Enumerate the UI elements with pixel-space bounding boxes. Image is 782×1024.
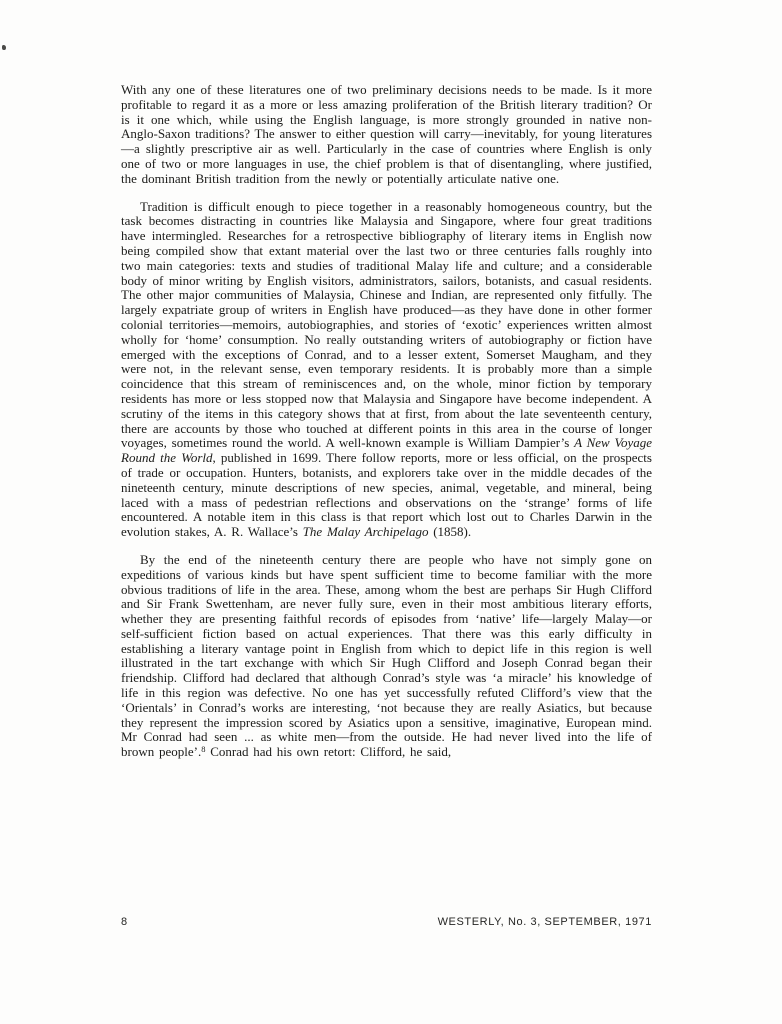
journal-citation: WESTERLY, No. 3, SEPTEMBER, 1971 [437,916,652,928]
page-number: 8 [121,916,128,928]
page-footer [121,916,652,928]
body-paragraph-3: By the end of the nineteenth century there are people who have not simply gone on expeditions of various kinds but have spent sufficient time to become familiar with the more obvious traditions of life in the area. These, among whom the best are perhaps Sir Hugh Clifford and Sir Frank Swettenham, are never fully sure, even in their most ambitious literary efforts, whether they are presenting faithful records of episodes from ‘native’ life—largely Malay—or self-sufficient fiction based on actual experiences. That there was this early difficulty in establishing a literary vantage point in English from which to depict life in this region is well illustrated in the tart exchange with which Sir Hugh Clifford and Joseph Conrad began their friendship. Clifford had declared that although Conrad’s style was ‘a miracle’ his knowledge of life in this region was defective. No one has yet successfully refuted Clifford’s view that the ‘Orientals’ in Conrad’s works are interesting, ‘not because they are really Asiatics, but because they represent the impression scored by Asiatics upon a sensitive, imaginative, European mind. Mr Conrad had seen ... as white men—from the outside. He had never lived into the life of brown people’.$^8$ Conrad had his own retort: Clifford, he said, [121,551,652,760]
text-block [121,83,652,760]
scan-artifact [2,45,6,50]
body-paragraph-2: Tradition is difficult enough to piece together in a reasonably homogeneous country, but the task becomes distracting in countries like Malaysia and Singapore, where four great traditions have intermingled. Researches for a retrospective bibliography of literary items in English now being compiled show that extant material over the last two or three centuries falls roughly into two main categories: texts and studies of traditional Malay life and culture; and a considerable body of minor writing by English visitors, administrators, sailors, botanists, and casual residents. The other major communities of Malaysia, Chinese and Indian, are represented only fitfully. The largely expatriate group of writers in English have produced—as they have done in other former colonial territories—memoirs, autobiographies, and stories of ‘exotic’ experiences written almost wholly for ‘home’ consumption. No really outstanding writers of autobiography or fiction have emerged with the exceptions of Conrad, and to a lesser extent, Somerset Maugham, and they were not, in the relevant sense, even temporary residents. It is probably more than a simple coincidence that this stream of reminiscences and, on the whole, minor fiction by temporary residents has more or less stopped now that Malaysia and Singapore have become independent. A scrutiny of the items in this category shows that at first, from about the late seventeenth century, there are accounts by those who touched at different points in this area in the course of longer voyages, sometimes round the world. A well-known example is William Dampier’s A New Voyage Round the World, published in 1699. There follow reports, more or less official, on the prospects of trade or occupation. Hunters, botanists, and explorers take over in the middle decades of the nineteenth century, minute descriptions of new species, animal, vegetable, and mineral, being laced with a mass of pedestrian reflections and observations on the ‘strange’ forms of life encountered. A notable item in this class is that report which lost out to Charles Darwin in the evolution stakes, A. R. Wallace’s The Malay Archipelago (1858). [121,198,652,540]
body-paragraph-1: With any one of these literatures one of two preliminary decisions needs to be made. Is it more profitable to regard it as a more or less amazing proliferation of the British literary tradition? Or is it one which, while using the English language, is more strongly grounded in native non-Anglo-Saxon traditions? The answer to either question will carry—inevitably, for young literatures—a slightly prescriptive air as well. Particularly in the case of countries where English is only one of two or more languages in use, the chief problem is that of disentangling, where justified, the dominant British tradition from the newly or potentially articulate native one. [121,82,652,186]
